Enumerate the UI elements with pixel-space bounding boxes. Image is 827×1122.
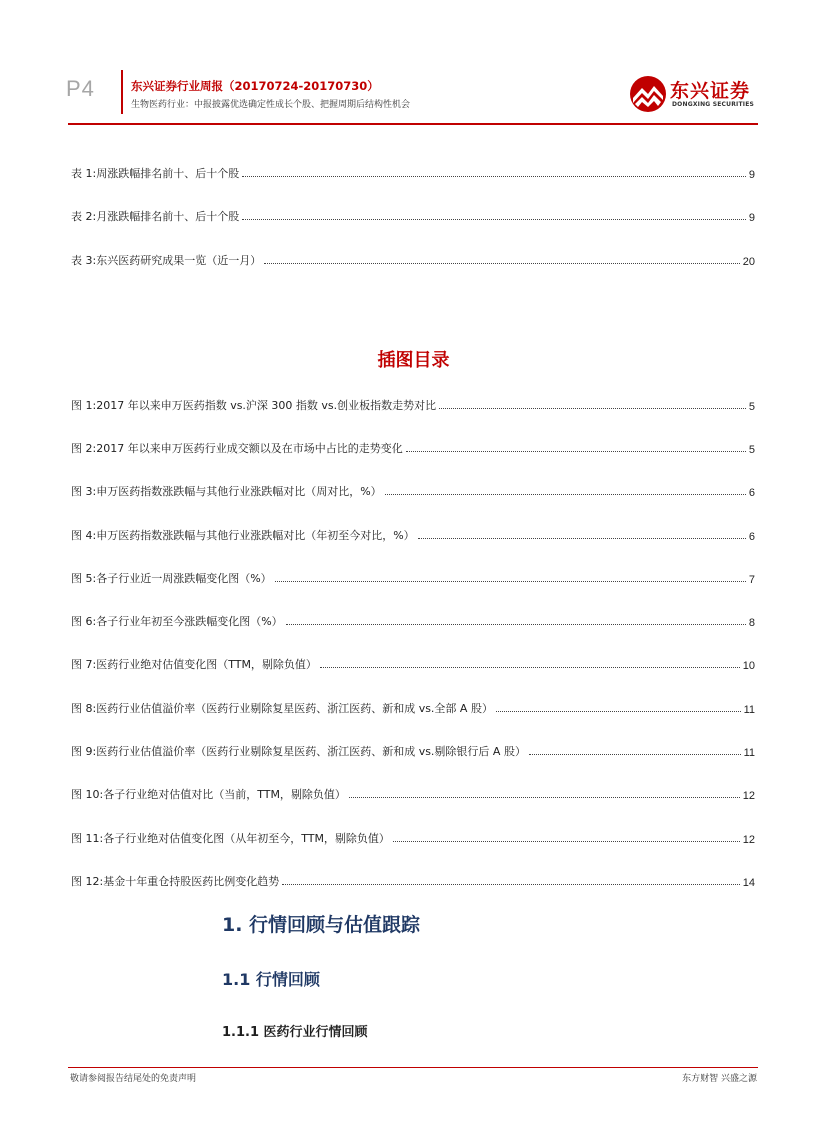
toc-entry-page: 8 xyxy=(748,617,755,629)
header-rule xyxy=(68,123,758,125)
report-title: 东兴证券行业周报（20170724-20170730） xyxy=(131,79,379,93)
toc-leader-dots xyxy=(385,493,746,495)
footer-disclaimer: 敬请参阅报告结尾处的免责声明 xyxy=(70,1074,197,1084)
toc-entry[interactable] xyxy=(71,654,755,672)
toc-entry-label: 图 7:医药行业绝对估值变化图（TTM，剔除负值） xyxy=(71,658,317,671)
toc-entry-page: 9 xyxy=(748,169,755,181)
toc-entry-label: 图 8:医药行业估值溢价率（医药行业剔除复星医药、浙江医药、新和成 vs.全部 A 股） xyxy=(71,702,493,715)
toc-leader-dots xyxy=(275,580,746,582)
header-divider xyxy=(121,70,123,114)
toc-entry-label: 图 12:基金十年重仓持股医药比例变化趋势 xyxy=(71,875,280,888)
toc-entry-page: 11 xyxy=(743,747,755,759)
toc-entry[interactable] xyxy=(71,741,755,759)
logo-text-en: DONGXING SECURITIES xyxy=(672,101,755,108)
toc-entry-page: 12 xyxy=(742,790,755,802)
toc-entry-page: 14 xyxy=(742,877,755,889)
dongxing-logo-icon xyxy=(628,74,668,114)
toc-entry-label: 图 4:申万医药指数涨跌幅与其他行业涨跌幅对比（年初至今对比，%） xyxy=(71,529,415,542)
toc-leader-dots xyxy=(439,407,746,409)
toc-entry[interactable] xyxy=(71,828,755,846)
page-number: P4 xyxy=(66,76,95,101)
toc-entry-label: 图 10:各子行业绝对估值对比（当前，TTM，剔除负值） xyxy=(71,788,346,801)
toc-entry-label: 图 9:医药行业估值溢价率（医药行业剔除复星医药、浙江医药、新和成 vs.剔除银行后 A 股） xyxy=(71,745,526,758)
toc-leader-dots xyxy=(529,753,741,755)
section-heading-1-1: 1.1 行情回顾 xyxy=(222,970,320,989)
toc-leader-dots xyxy=(264,262,740,264)
toc-entry[interactable] xyxy=(71,250,755,268)
toc-leader-dots xyxy=(242,175,746,177)
toc-leader-dots xyxy=(418,537,746,539)
company-logo xyxy=(628,74,758,114)
toc-entry[interactable] xyxy=(71,395,755,413)
toc-entry-page: 11 xyxy=(743,704,755,716)
toc-entry-page: 6 xyxy=(748,487,755,499)
toc-entry-label: 图 11:各子行业绝对估值变化图（从年初至今，TTM，剔除负值） xyxy=(71,832,390,845)
toc-leader-dots xyxy=(393,840,740,842)
toc-leader-dots xyxy=(320,666,740,668)
toc-entry[interactable] xyxy=(71,438,755,456)
toc-leader-dots xyxy=(282,883,740,885)
toc-entry-page: 12 xyxy=(742,834,755,846)
report-subtitle: 生物医药行业：中报披露优选确定性成长个股、把握周期后结构性机会 xyxy=(131,100,411,110)
figure-toc-title: 插图目录 xyxy=(377,350,450,371)
toc-leader-dots xyxy=(286,623,746,625)
toc-entry[interactable] xyxy=(71,871,755,889)
toc-entry-label: 图 5:各子行业近一周涨跌幅变化图（%） xyxy=(71,572,272,585)
toc-entry-label: 表 2:月涨跌幅排名前十、后十个股 xyxy=(71,210,240,223)
toc-entry-page: 5 xyxy=(748,444,755,456)
toc-entry[interactable] xyxy=(71,611,755,629)
toc-leader-dots xyxy=(349,796,740,798)
toc-entry[interactable] xyxy=(71,163,755,181)
toc-entry-label: 表 1:周涨跌幅排名前十、后十个股 xyxy=(71,167,240,180)
toc-entry-page: 20 xyxy=(742,256,755,268)
toc-entry-label: 图 1:2017 年以来申万医药指数 vs.沪深 300 指数 vs.创业板指数走势对比 xyxy=(71,399,437,412)
toc-entry[interactable] xyxy=(71,568,755,586)
section-heading-1: 1. 行情回顾与估值跟踪 xyxy=(222,914,421,936)
toc-entry-page: 7 xyxy=(748,574,755,586)
toc-leader-dots xyxy=(496,710,741,712)
toc-entry-page: 6 xyxy=(748,531,755,543)
section-heading-1-1-1: 1.1.1 医药行业行情回顾 xyxy=(222,1025,368,1040)
toc-entry-page: 9 xyxy=(748,212,755,224)
toc-entry[interactable] xyxy=(71,481,755,499)
toc-leader-dots xyxy=(406,450,746,452)
toc-entry-label: 图 2:2017 年以来申万医药行业成交额以及在市场中占比的走势变化 xyxy=(71,442,403,455)
toc-entry-label: 表 3:东兴医药研究成果一览（近一月） xyxy=(71,254,262,267)
toc-entry[interactable] xyxy=(71,698,755,716)
toc-entry[interactable] xyxy=(71,525,755,543)
toc-entry-page: 5 xyxy=(748,401,755,413)
toc-entry[interactable] xyxy=(71,784,755,802)
toc-entry-label: 图 6:各子行业年初至今涨跌幅变化图（%） xyxy=(71,615,283,628)
footer-slogan: 东方财智 兴盛之源 xyxy=(682,1074,757,1084)
toc-entry-label: 图 3:申万医药指数涨跌幅与其他行业涨跌幅对比（周对比，%） xyxy=(71,485,382,498)
toc-entry[interactable] xyxy=(71,206,755,224)
logo-text-cn: 东兴证券 xyxy=(670,80,751,102)
toc-entry-page: 10 xyxy=(742,660,755,672)
toc-leader-dots xyxy=(242,218,746,220)
footer-rule xyxy=(68,1067,758,1068)
